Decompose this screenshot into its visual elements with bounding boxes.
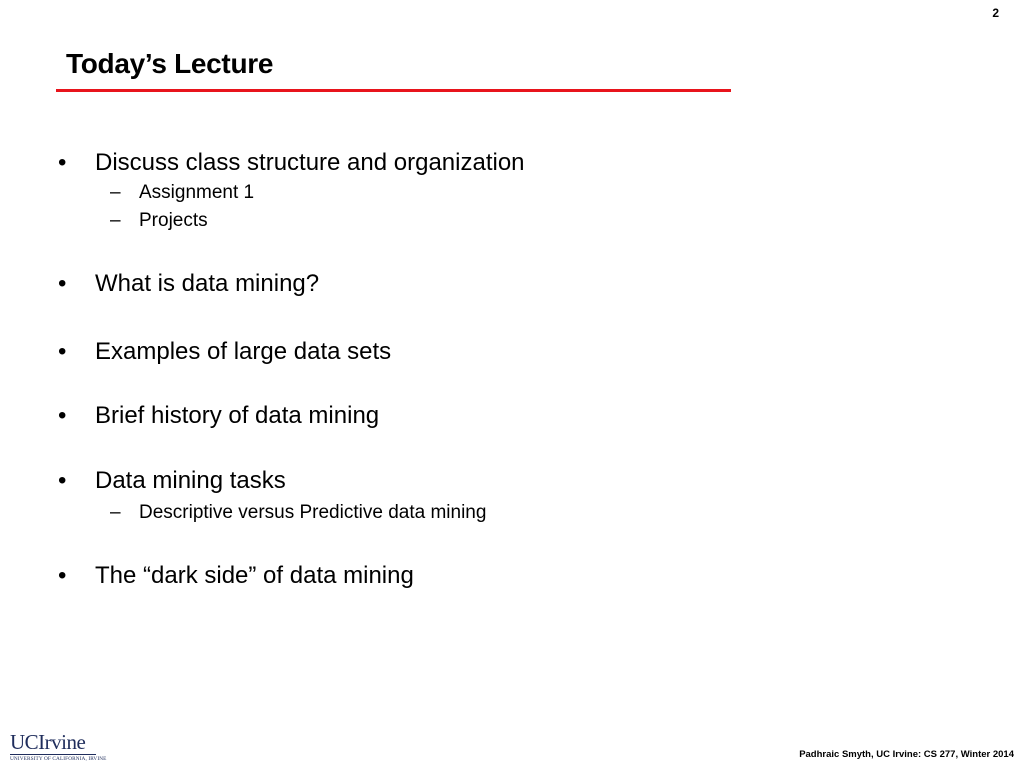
bullet-item-history [58, 401, 958, 431]
sub-bullet-list [58, 499, 958, 527]
bullet-text: Discuss class structure and organization [95, 149, 525, 176]
slide-title: Today’s Lecture [66, 48, 274, 79]
sub-bullet-item [58, 207, 958, 235]
bullet-icon: • [58, 402, 67, 429]
slide-number: 2 [992, 6, 999, 20]
bullet-icon: • [58, 467, 67, 494]
bullet-text: Brief history of data mining [95, 402, 380, 429]
logo-wordmark: UCIrvine [10, 730, 86, 754]
bullet-text: Examples of large data sets [95, 338, 392, 365]
bullet-text: The “dark side” of data mining [95, 562, 414, 589]
sub-bullet-text: Descriptive versus Predictive data mining [139, 502, 487, 523]
bullet-item-what-is-data-mining [58, 269, 958, 299]
bullet-item-class-structure [58, 148, 958, 235]
bullet-icon: • [58, 562, 67, 589]
sub-bullet-text: Assignment 1 [139, 182, 255, 203]
bullet-item-large-data-sets [58, 337, 958, 367]
bullet-text: What is data mining? [95, 270, 320, 297]
footer-credit: Padhraic Smyth, UC Irvine: CS 277, Winter 2014 [799, 749, 1014, 760]
bullet-item-dark-side [58, 561, 958, 591]
bullet-icon: • [58, 270, 67, 297]
bullet-icon: • [58, 338, 67, 365]
bullet-item-tasks [58, 466, 958, 527]
bullet-list [58, 148, 958, 591]
sub-bullet-list [58, 179, 958, 235]
uc-irvine-logo [10, 730, 107, 762]
dash-icon: – [110, 182, 121, 203]
title-underline [56, 89, 731, 92]
sub-bullet-text: Projects [139, 210, 208, 231]
bullet-icon: • [58, 149, 67, 176]
bullet-text: Data mining tasks [95, 467, 286, 494]
sub-bullet-item [58, 499, 958, 527]
logo-subtitle: UNIVERSITY OF CALIFORNIA, IRVINE [10, 756, 107, 762]
sub-bullet-item [58, 179, 958, 207]
dash-icon: – [110, 210, 121, 231]
dash-icon: – [110, 502, 121, 523]
